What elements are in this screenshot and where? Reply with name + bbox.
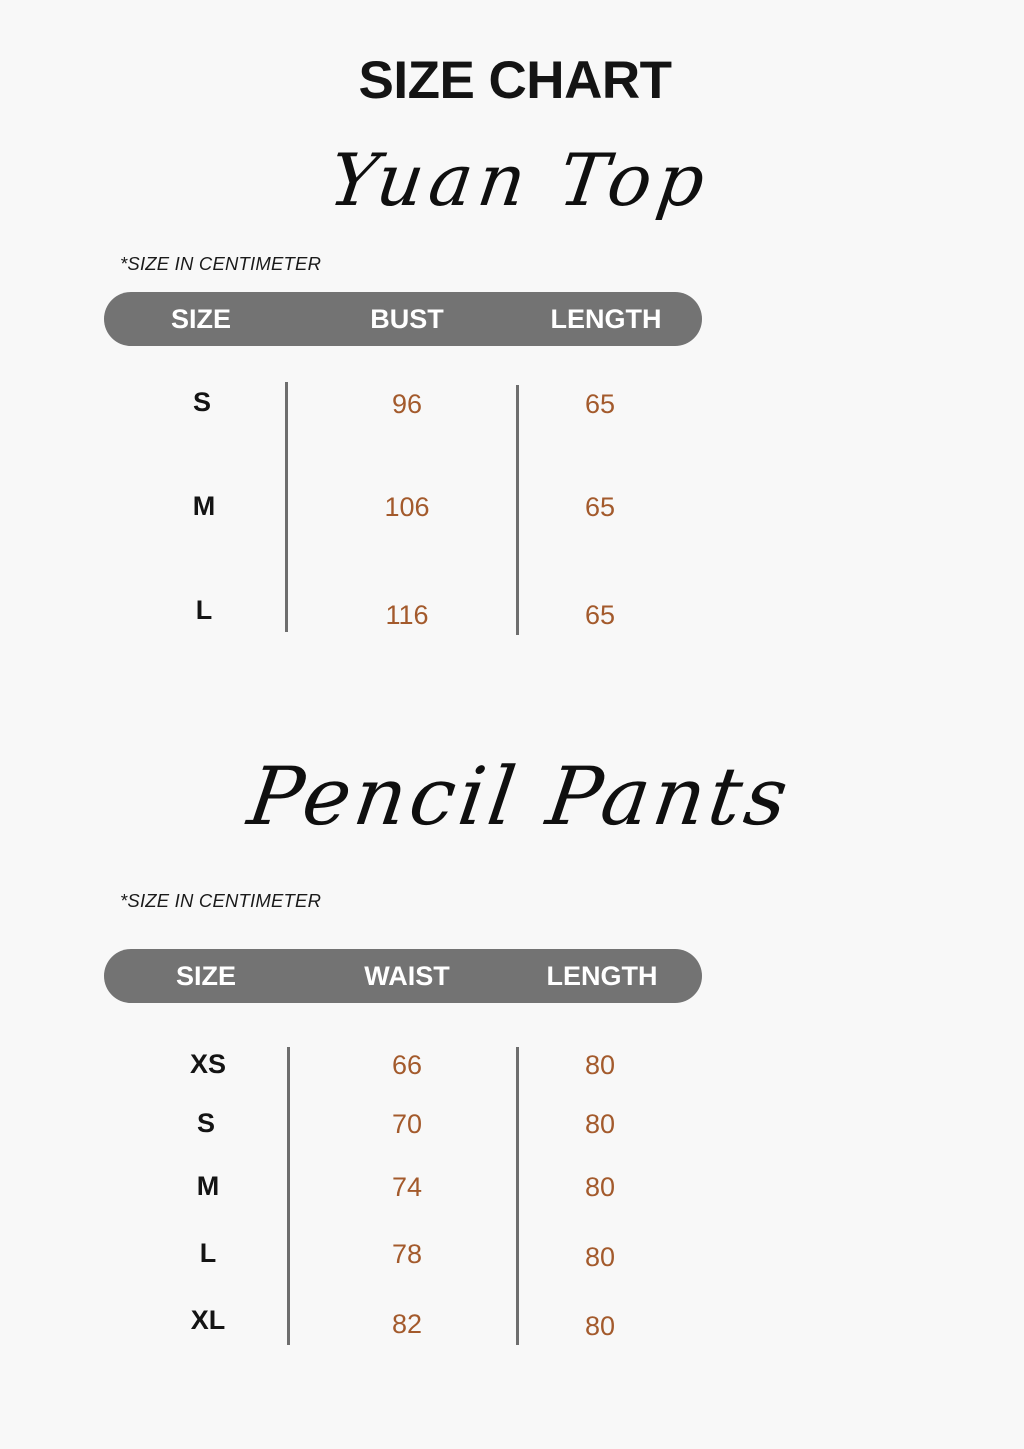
pants-unit-note: *SIZE IN CENTIMETER xyxy=(120,890,322,911)
top-row-size: S xyxy=(192,387,211,417)
pants-row-waist: 74 xyxy=(391,1172,423,1202)
top-header-bust: BUST xyxy=(370,304,444,334)
pants-header-waist: WAIST xyxy=(364,961,450,991)
pants-header-size: SIZE xyxy=(175,961,236,991)
top-unit-note: *SIZE IN CENTIMETER xyxy=(120,253,322,274)
pants-header-length: LENGTH xyxy=(546,961,658,991)
top-row-length: 65 xyxy=(584,389,616,419)
page-title: SIZE CHART xyxy=(358,51,672,110)
pants-row-size: XL xyxy=(190,1305,226,1335)
pants-row-size: M xyxy=(196,1171,220,1201)
top-row-size: L xyxy=(195,595,213,625)
pants-section-title: Pencil Pants xyxy=(242,750,798,843)
pants-row-waist: 82 xyxy=(391,1309,423,1339)
top-header-size: SIZE xyxy=(170,304,231,334)
pants-row-size: XS xyxy=(189,1049,227,1079)
top-divider-left xyxy=(285,382,288,632)
pants-row-length: 80 xyxy=(584,1109,616,1139)
pants-row-length: 80 xyxy=(584,1311,616,1341)
pants-row-size: S xyxy=(196,1108,215,1138)
top-row-size: M xyxy=(192,491,216,521)
pants-row-size: L xyxy=(199,1238,217,1268)
pants-row-length: 80 xyxy=(584,1172,616,1202)
pants-row-waist: 78 xyxy=(391,1239,423,1269)
top-section-title: Yuan Top xyxy=(324,138,716,222)
top-row-length: 65 xyxy=(584,600,616,630)
pants-row-waist: 70 xyxy=(391,1109,423,1139)
pants-row-length: 80 xyxy=(584,1242,616,1272)
top-row-bust: 116 xyxy=(385,600,429,630)
pants-table-header xyxy=(104,949,702,1003)
top-table-header xyxy=(104,292,702,346)
top-divider-right xyxy=(516,385,519,635)
pants-row-length: 80 xyxy=(584,1050,616,1080)
top-row-bust: 106 xyxy=(384,492,430,522)
top-row-length: 65 xyxy=(584,492,616,522)
pants-row-waist: 66 xyxy=(391,1050,423,1080)
top-header-length: LENGTH xyxy=(550,304,662,334)
top-row-bust: 96 xyxy=(391,389,423,419)
pants-divider-right xyxy=(516,1047,519,1345)
